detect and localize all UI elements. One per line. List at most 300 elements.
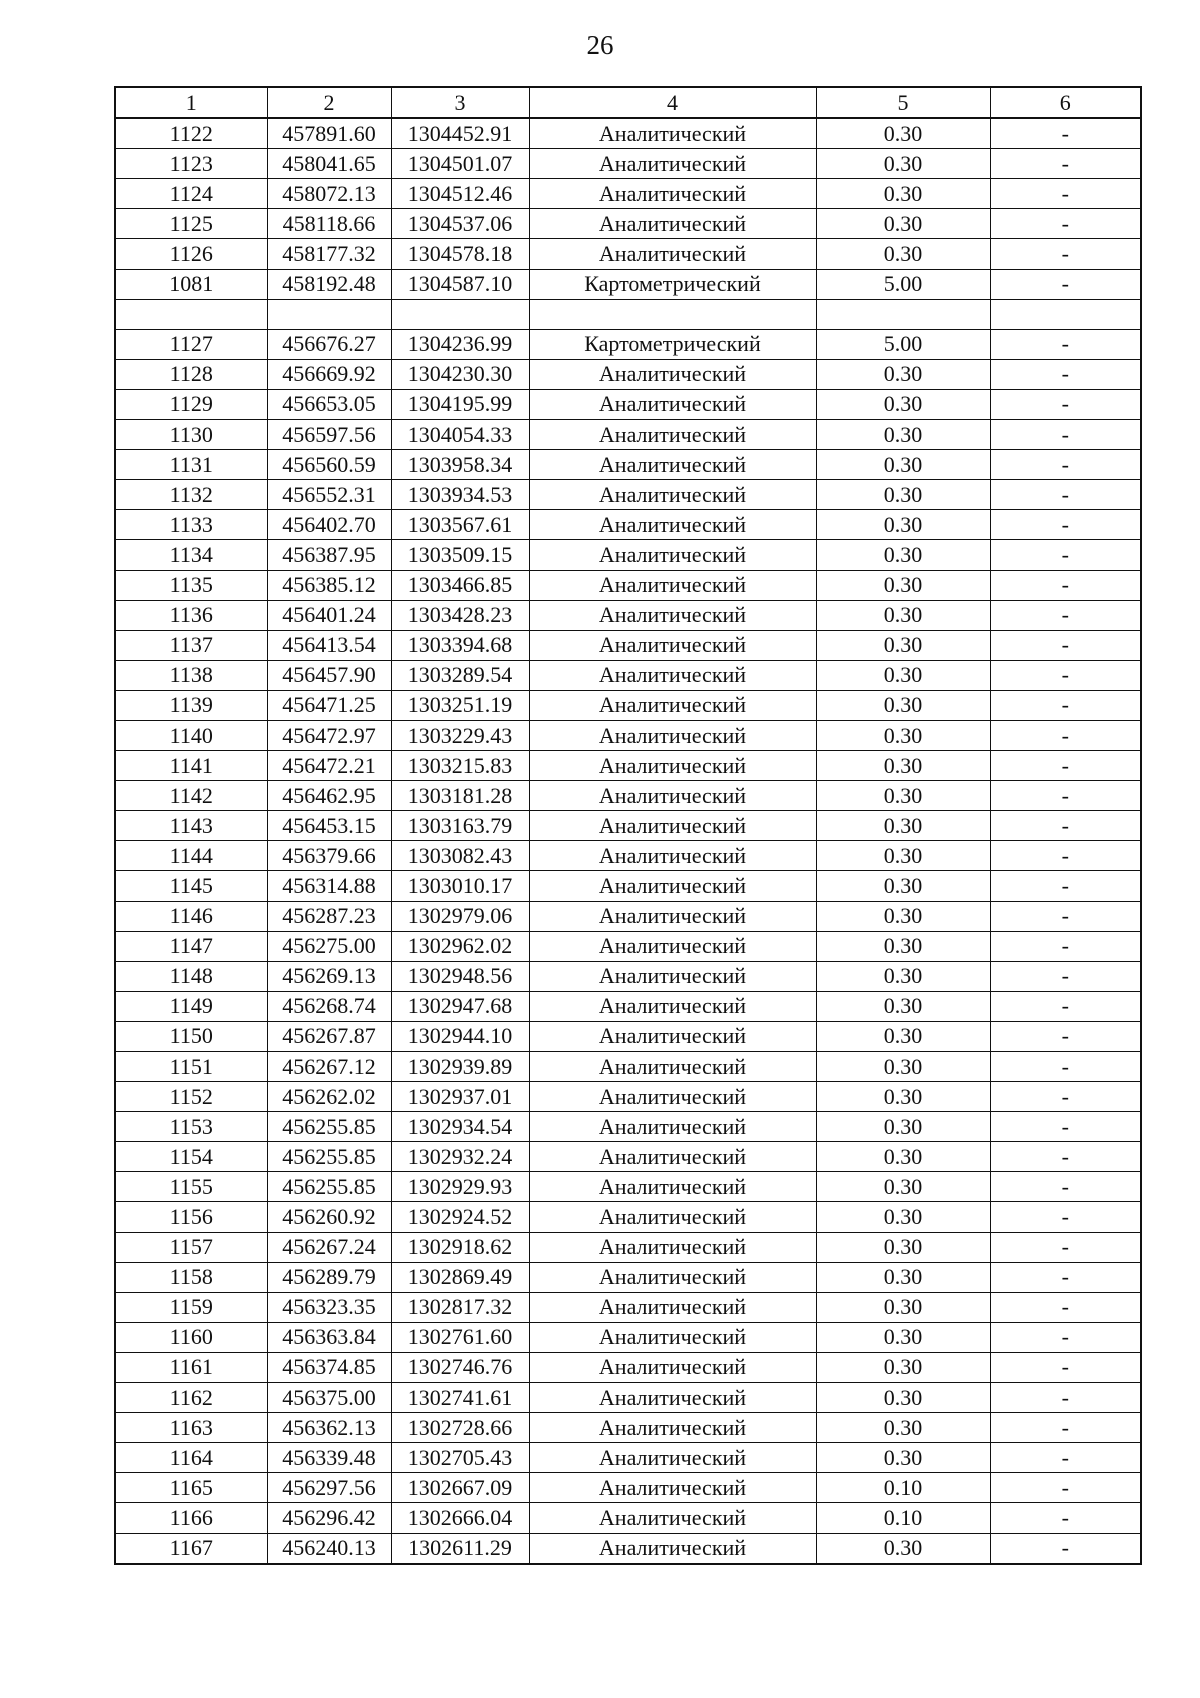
table-row (115, 600, 1141, 630)
y-coordinate-cell: 1302932.24 (391, 1142, 529, 1172)
accuracy-cell: 0.30 (816, 1322, 990, 1352)
point-number-cell: 1129 (115, 389, 267, 419)
column-header: 2 (267, 87, 391, 118)
table-row (115, 450, 1141, 480)
note-cell: - (990, 1322, 1141, 1352)
point-number-cell: 1153 (115, 1112, 267, 1142)
method-cell: Аналитический (529, 1112, 816, 1142)
accuracy-cell: 0.30 (816, 871, 990, 901)
accuracy-cell: 0.30 (816, 660, 990, 690)
accuracy-cell: 0.30 (816, 1383, 990, 1413)
note-cell: - (990, 179, 1141, 209)
accuracy-cell: 0.30 (816, 781, 990, 811)
accuracy-cell: 0.30 (816, 1052, 990, 1082)
y-coordinate-cell: 1303934.53 (391, 480, 529, 510)
y-coordinate-cell: 1302924.52 (391, 1202, 529, 1232)
y-coordinate-cell: 1303466.85 (391, 570, 529, 600)
x-coordinate-cell: 456472.97 (267, 720, 391, 750)
table-row (115, 359, 1141, 389)
point-number-cell: 1150 (115, 1021, 267, 1051)
method-cell: Аналитический (529, 630, 816, 660)
y-coordinate-cell: 1302929.93 (391, 1172, 529, 1202)
point-number-cell: 1140 (115, 720, 267, 750)
x-coordinate-cell: 458118.66 (267, 209, 391, 239)
table-row (115, 991, 1141, 1021)
y-coordinate-cell: 1304587.10 (391, 269, 529, 299)
y-coordinate-cell: 1303215.83 (391, 751, 529, 781)
y-coordinate-cell: 1304452.91 (391, 118, 529, 149)
note-cell: - (990, 420, 1141, 450)
method-cell: Аналитический (529, 1352, 816, 1382)
y-coordinate-cell: 1302741.61 (391, 1383, 529, 1413)
method-cell: Аналитический (529, 1413, 816, 1443)
x-coordinate-cell: 456267.87 (267, 1021, 391, 1051)
point-number-cell: 1131 (115, 450, 267, 480)
method-cell: Аналитический (529, 510, 816, 540)
note-cell: - (990, 1533, 1141, 1564)
table-row (115, 1292, 1141, 1322)
table-row (115, 420, 1141, 450)
note-cell: - (990, 1292, 1141, 1322)
note-cell: - (990, 540, 1141, 570)
method-cell: Аналитический (529, 1021, 816, 1051)
table-row (115, 720, 1141, 750)
y-coordinate-cell: 1302746.76 (391, 1352, 529, 1382)
x-coordinate-cell: 456240.13 (267, 1533, 391, 1564)
x-coordinate-cell: 456289.79 (267, 1262, 391, 1292)
table-body (115, 118, 1141, 1564)
method-cell: Аналитический (529, 1232, 816, 1262)
point-number-cell (115, 299, 267, 329)
note-cell: - (990, 1413, 1141, 1443)
point-number-cell: 1126 (115, 239, 267, 269)
point-number-cell: 1081 (115, 269, 267, 299)
x-coordinate-cell: 458072.13 (267, 179, 391, 209)
accuracy-cell: 0.30 (816, 1142, 990, 1172)
x-coordinate-cell: 456471.25 (267, 690, 391, 720)
point-number-cell: 1134 (115, 540, 267, 570)
y-coordinate-cell: 1302947.68 (391, 991, 529, 1021)
method-cell: Аналитический (529, 901, 816, 931)
note-cell: - (990, 690, 1141, 720)
table-row (115, 1262, 1141, 1292)
table-row (115, 1082, 1141, 1112)
method-cell: Аналитический (529, 600, 816, 630)
x-coordinate-cell: 458192.48 (267, 269, 391, 299)
method-cell: Аналитический (529, 961, 816, 991)
note-cell: - (990, 269, 1141, 299)
table-row (115, 1112, 1141, 1142)
accuracy-cell: 0.30 (816, 991, 990, 1021)
note-cell: - (990, 118, 1141, 149)
x-coordinate-cell: 456255.85 (267, 1142, 391, 1172)
x-coordinate-cell: 456260.92 (267, 1202, 391, 1232)
table-row (115, 209, 1141, 239)
method-cell: Аналитический (529, 480, 816, 510)
y-coordinate-cell: 1302948.56 (391, 961, 529, 991)
x-coordinate-cell: 456262.02 (267, 1082, 391, 1112)
y-coordinate-cell: 1303181.28 (391, 781, 529, 811)
y-coordinate-cell: 1303229.43 (391, 720, 529, 750)
table-row (115, 1503, 1141, 1533)
point-number-cell: 1166 (115, 1503, 267, 1533)
method-cell: Аналитический (529, 841, 816, 871)
y-coordinate-cell (391, 299, 529, 329)
coordinates-table (114, 86, 1142, 1565)
point-number-cell: 1124 (115, 179, 267, 209)
accuracy-cell: 0.30 (816, 1232, 990, 1262)
point-number-cell: 1165 (115, 1473, 267, 1503)
accuracy-cell: 0.30 (816, 1172, 990, 1202)
note-cell: - (990, 871, 1141, 901)
column-header: 4 (529, 87, 816, 118)
note-cell: - (990, 389, 1141, 419)
point-number-cell: 1125 (115, 209, 267, 239)
note-cell: - (990, 1021, 1141, 1051)
y-coordinate-cell: 1302761.60 (391, 1322, 529, 1352)
y-coordinate-cell: 1302667.09 (391, 1473, 529, 1503)
x-coordinate-cell: 456453.15 (267, 811, 391, 841)
table-row (115, 179, 1141, 209)
table-row (115, 781, 1141, 811)
note-cell: - (990, 570, 1141, 600)
note-cell: - (990, 1443, 1141, 1473)
y-coordinate-cell: 1302937.01 (391, 1082, 529, 1112)
point-number-cell: 1156 (115, 1202, 267, 1232)
note-cell: - (990, 1352, 1141, 1382)
accuracy-cell: 0.30 (816, 1262, 990, 1292)
y-coordinate-cell: 1303567.61 (391, 510, 529, 540)
x-coordinate-cell: 456362.13 (267, 1413, 391, 1443)
note-cell: - (990, 329, 1141, 359)
accuracy-cell: 5.00 (816, 269, 990, 299)
note-cell: - (990, 811, 1141, 841)
accuracy-cell: 0.30 (816, 1413, 990, 1443)
point-number-cell: 1157 (115, 1232, 267, 1262)
x-coordinate-cell: 456379.66 (267, 841, 391, 871)
table-row (115, 1172, 1141, 1202)
method-cell: Аналитический (529, 209, 816, 239)
table-header (115, 87, 1141, 118)
note-cell (990, 299, 1141, 329)
method-cell: Аналитический (529, 871, 816, 901)
note-cell: - (990, 720, 1141, 750)
x-coordinate-cell: 456323.35 (267, 1292, 391, 1322)
method-cell: Аналитический (529, 1292, 816, 1322)
method-cell: Аналитический (529, 1443, 816, 1473)
point-number-cell: 1160 (115, 1322, 267, 1352)
accuracy-cell: 0.30 (816, 420, 990, 450)
accuracy-cell: 0.10 (816, 1503, 990, 1533)
method-cell: Аналитический (529, 1262, 816, 1292)
y-coordinate-cell: 1304236.99 (391, 329, 529, 359)
point-number-cell: 1123 (115, 149, 267, 179)
x-coordinate-cell: 456268.74 (267, 991, 391, 1021)
method-cell: Аналитический (529, 570, 816, 600)
x-coordinate-cell: 456385.12 (267, 570, 391, 600)
x-coordinate-cell: 456387.95 (267, 540, 391, 570)
method-cell: Аналитический (529, 1172, 816, 1202)
point-number-cell: 1163 (115, 1413, 267, 1443)
y-coordinate-cell: 1302979.06 (391, 901, 529, 931)
accuracy-cell: 0.30 (816, 389, 990, 419)
x-coordinate-cell: 456296.42 (267, 1503, 391, 1533)
table-row (115, 269, 1141, 299)
note-cell: - (990, 991, 1141, 1021)
note-cell: - (990, 149, 1141, 179)
table-row (115, 1021, 1141, 1051)
accuracy-cell: 0.30 (816, 1533, 990, 1564)
x-coordinate-cell: 456363.84 (267, 1322, 391, 1352)
accuracy-cell: 0.30 (816, 1202, 990, 1232)
x-coordinate-cell: 456462.95 (267, 781, 391, 811)
y-coordinate-cell: 1302728.66 (391, 1413, 529, 1443)
point-number-cell: 1148 (115, 961, 267, 991)
y-coordinate-cell: 1302869.49 (391, 1262, 529, 1292)
point-number-cell: 1147 (115, 931, 267, 961)
y-coordinate-cell: 1304501.07 (391, 149, 529, 179)
note-cell: - (990, 841, 1141, 871)
method-cell: Аналитический (529, 690, 816, 720)
method-cell: Аналитический (529, 751, 816, 781)
table-row (115, 1232, 1141, 1262)
note-cell: - (990, 1473, 1141, 1503)
accuracy-cell: 0.30 (816, 901, 990, 931)
point-number-cell: 1151 (115, 1052, 267, 1082)
accuracy-cell: 0.30 (816, 480, 990, 510)
note-cell: - (990, 1172, 1141, 1202)
x-coordinate-cell: 456560.59 (267, 450, 391, 480)
method-cell: Аналитический (529, 781, 816, 811)
table-row (115, 480, 1141, 510)
x-coordinate-cell: 456267.12 (267, 1052, 391, 1082)
note-cell: - (990, 209, 1141, 239)
column-header: 3 (391, 87, 529, 118)
accuracy-cell: 0.30 (816, 690, 990, 720)
point-number-cell: 1141 (115, 751, 267, 781)
method-cell: Аналитический (529, 1533, 816, 1564)
point-number-cell: 1144 (115, 841, 267, 871)
table-row (115, 841, 1141, 871)
table-row (115, 1142, 1141, 1172)
y-coordinate-cell: 1304537.06 (391, 209, 529, 239)
table-row (115, 1473, 1141, 1503)
table-row (115, 1052, 1141, 1082)
note-cell: - (990, 480, 1141, 510)
table-row (115, 901, 1141, 931)
y-coordinate-cell: 1304054.33 (391, 420, 529, 450)
table-row (115, 1413, 1141, 1443)
accuracy-cell: 0.30 (816, 1292, 990, 1322)
point-number-cell: 1158 (115, 1262, 267, 1292)
method-cell: Аналитический (529, 811, 816, 841)
point-number-cell: 1136 (115, 600, 267, 630)
table-row (115, 1352, 1141, 1382)
note-cell: - (990, 600, 1141, 630)
method-cell: Аналитический (529, 179, 816, 209)
y-coordinate-cell: 1303251.19 (391, 690, 529, 720)
method-cell: Аналитический (529, 660, 816, 690)
table-row (115, 1443, 1141, 1473)
table-row (115, 1383, 1141, 1413)
y-coordinate-cell: 1304195.99 (391, 389, 529, 419)
accuracy-cell: 0.30 (816, 540, 990, 570)
point-number-cell: 1161 (115, 1352, 267, 1382)
y-coordinate-cell: 1303163.79 (391, 811, 529, 841)
y-coordinate-cell: 1303010.17 (391, 871, 529, 901)
table-row (115, 329, 1141, 359)
x-coordinate-cell: 456676.27 (267, 329, 391, 359)
x-coordinate-cell: 456314.88 (267, 871, 391, 901)
method-cell: Аналитический (529, 1202, 816, 1232)
table-row (115, 811, 1141, 841)
point-number-cell: 1162 (115, 1383, 267, 1413)
accuracy-cell: 0.30 (816, 510, 990, 540)
table-row (115, 299, 1141, 329)
column-header: 5 (816, 87, 990, 118)
y-coordinate-cell: 1304578.18 (391, 239, 529, 269)
point-number-cell: 1164 (115, 1443, 267, 1473)
table-row (115, 660, 1141, 690)
accuracy-cell: 0.30 (816, 931, 990, 961)
point-number-cell: 1145 (115, 871, 267, 901)
note-cell: - (990, 630, 1141, 660)
y-coordinate-cell: 1303394.68 (391, 630, 529, 660)
table-row (115, 510, 1141, 540)
method-cell: Аналитический (529, 1383, 816, 1413)
x-coordinate-cell: 456413.54 (267, 630, 391, 660)
method-cell: Аналитический (529, 450, 816, 480)
note-cell: - (990, 239, 1141, 269)
y-coordinate-cell: 1302934.54 (391, 1112, 529, 1142)
x-coordinate-cell: 456255.85 (267, 1112, 391, 1142)
note-cell: - (990, 961, 1141, 991)
x-coordinate-cell: 456669.92 (267, 359, 391, 389)
table-row (115, 871, 1141, 901)
accuracy-cell: 0.30 (816, 359, 990, 389)
table-row (115, 149, 1141, 179)
y-coordinate-cell: 1303289.54 (391, 660, 529, 690)
x-coordinate-cell: 456597.56 (267, 420, 391, 450)
accuracy-cell: 0.30 (816, 1112, 990, 1142)
point-number-cell: 1132 (115, 480, 267, 510)
point-number-cell: 1143 (115, 811, 267, 841)
table-row (115, 751, 1141, 781)
point-number-cell: 1122 (115, 118, 267, 149)
y-coordinate-cell: 1303509.15 (391, 540, 529, 570)
note-cell: - (990, 1052, 1141, 1082)
table-row (115, 931, 1141, 961)
table-row (115, 1202, 1141, 1232)
accuracy-cell: 0.30 (816, 630, 990, 660)
y-coordinate-cell: 1302611.29 (391, 1533, 529, 1564)
x-coordinate-cell: 456653.05 (267, 389, 391, 419)
note-cell: - (990, 1202, 1141, 1232)
note-cell: - (990, 901, 1141, 931)
table-row (115, 570, 1141, 600)
x-coordinate-cell: 456402.70 (267, 510, 391, 540)
accuracy-cell: 0.30 (816, 239, 990, 269)
x-coordinate-cell: 457891.60 (267, 118, 391, 149)
accuracy-cell: 0.30 (816, 751, 990, 781)
y-coordinate-cell: 1302705.43 (391, 1443, 529, 1473)
point-number-cell: 1127 (115, 329, 267, 359)
accuracy-cell: 0.30 (816, 811, 990, 841)
accuracy-cell: 0.30 (816, 570, 990, 600)
point-number-cell: 1133 (115, 510, 267, 540)
y-coordinate-cell: 1304230.30 (391, 359, 529, 389)
table-row (115, 690, 1141, 720)
point-number-cell: 1137 (115, 630, 267, 660)
point-number-cell: 1149 (115, 991, 267, 1021)
method-cell: Аналитический (529, 389, 816, 419)
method-cell: Аналитический (529, 239, 816, 269)
x-coordinate-cell: 458041.65 (267, 149, 391, 179)
method-cell: Картометрический (529, 269, 816, 299)
x-coordinate-cell: 456297.56 (267, 1473, 391, 1503)
method-cell (529, 299, 816, 329)
table-row (115, 630, 1141, 660)
accuracy-cell: 0.30 (816, 600, 990, 630)
table-row (115, 540, 1141, 570)
page-number: 26 (586, 30, 614, 60)
x-coordinate-cell: 456269.13 (267, 961, 391, 991)
y-coordinate-cell: 1302666.04 (391, 1503, 529, 1533)
method-cell: Аналитический (529, 1082, 816, 1112)
x-coordinate-cell (267, 299, 391, 329)
x-coordinate-cell: 456267.24 (267, 1232, 391, 1262)
accuracy-cell: 5.00 (816, 329, 990, 359)
note-cell: - (990, 510, 1141, 540)
accuracy-cell: 0.30 (816, 961, 990, 991)
table-row (115, 961, 1141, 991)
table-row (115, 1533, 1141, 1564)
x-coordinate-cell: 456287.23 (267, 901, 391, 931)
method-cell: Аналитический (529, 118, 816, 149)
point-number-cell: 1146 (115, 901, 267, 931)
x-coordinate-cell: 456275.00 (267, 931, 391, 961)
x-coordinate-cell: 456339.48 (267, 1443, 391, 1473)
method-cell: Аналитический (529, 149, 816, 179)
point-number-cell: 1142 (115, 781, 267, 811)
note-cell: - (990, 1503, 1141, 1533)
note-cell: - (990, 1383, 1141, 1413)
y-coordinate-cell: 1302817.32 (391, 1292, 529, 1322)
method-cell: Аналитический (529, 720, 816, 750)
point-number-cell: 1138 (115, 660, 267, 690)
note-cell: - (990, 1112, 1141, 1142)
point-number-cell: 1154 (115, 1142, 267, 1172)
method-cell: Аналитический (529, 1503, 816, 1533)
point-number-cell: 1155 (115, 1172, 267, 1202)
point-number-cell: 1139 (115, 690, 267, 720)
method-cell: Аналитический (529, 991, 816, 1021)
table-row (115, 118, 1141, 149)
note-cell: - (990, 359, 1141, 389)
y-coordinate-cell: 1302962.02 (391, 931, 529, 961)
point-number-cell: 1152 (115, 1082, 267, 1112)
x-coordinate-cell: 456457.90 (267, 660, 391, 690)
point-number-cell: 1130 (115, 420, 267, 450)
accuracy-cell: 0.30 (816, 1352, 990, 1382)
accuracy-cell (816, 299, 990, 329)
table-row (115, 239, 1141, 269)
y-coordinate-cell: 1303082.43 (391, 841, 529, 871)
method-cell: Аналитический (529, 1142, 816, 1172)
note-cell: - (990, 1262, 1141, 1292)
x-coordinate-cell: 456472.21 (267, 751, 391, 781)
note-cell: - (990, 660, 1141, 690)
